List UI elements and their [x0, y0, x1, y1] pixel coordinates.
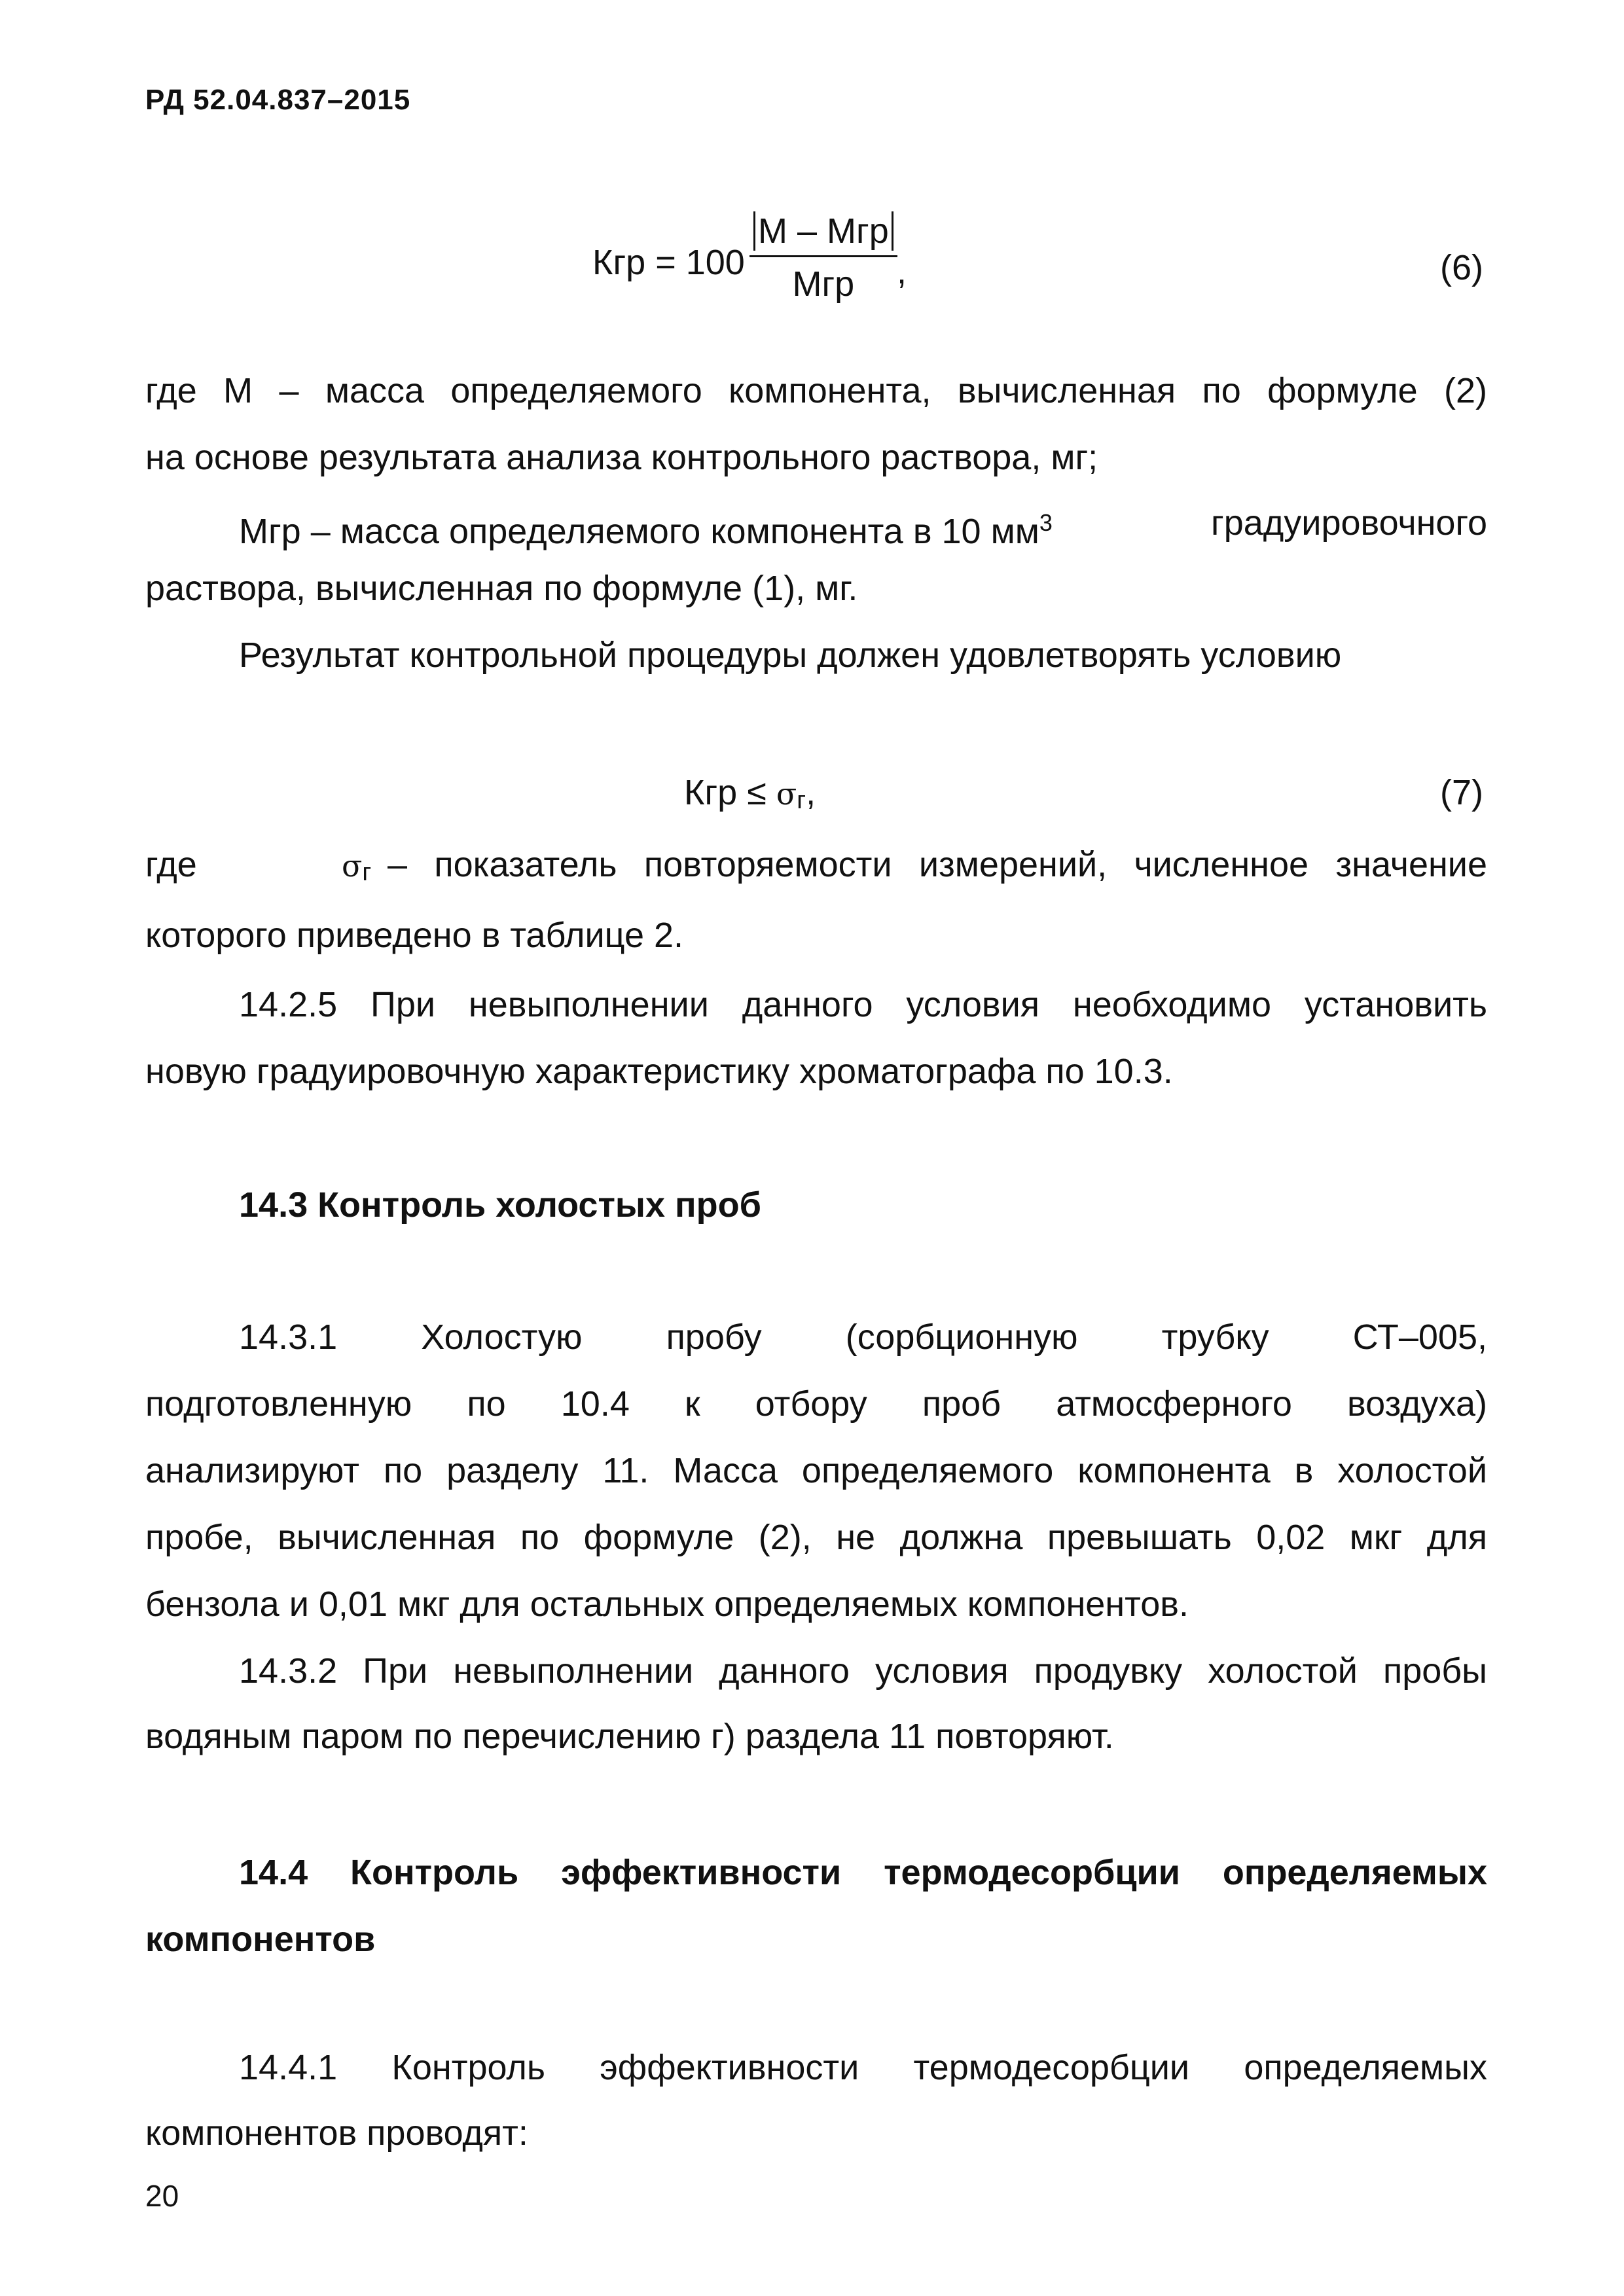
para-4-line-2: которого приведено в таблице 2.	[145, 916, 684, 955]
para-5-line-1: 14.2.5 При невыполнении данного условия необходимо установить	[239, 985, 1487, 1024]
para-6-line-2: подготовленную по 10.4 к отбору проб атмосферного воздуха)	[145, 1384, 1487, 1424]
formula-6-eq: = 100	[655, 243, 745, 282]
formula-6-fraction	[749, 211, 897, 304]
formula-7-comma: ,	[806, 773, 816, 812]
para-4-text-b: – показатель повторяемости измерений, численное значение	[388, 845, 1487, 884]
formula-6-numerator: М – Мгр	[753, 211, 893, 251]
para-2-text-a: Мгр – масса определяемого компонента в 10 мм	[239, 512, 1039, 551]
para-2-line-2: раствора, вычисленная по формуле (1), мг.	[145, 569, 858, 608]
para-4-line-1	[145, 847, 1487, 886]
para-3: Результат контрольной процедуры должен удовлетворять условию	[239, 636, 1342, 675]
sigma-subscript: г	[797, 787, 806, 814]
para-2-text-b: градуировочного	[1211, 503, 1487, 543]
section-heading-14-4-line-2: компонентов	[145, 1920, 376, 1959]
para-4-text-where: где	[145, 845, 197, 884]
para-7-line-2: водяным паром по перечислению г) раздела 11 повторяют.	[145, 1717, 1114, 1756]
formula-6-number: (6)	[1440, 248, 1483, 287]
para-8-line-1: 14.4.1 Контроль эффективности термодесорбции определяемых	[239, 2048, 1487, 2087]
formula-6-lhs: Кгр	[592, 243, 646, 282]
sigma-symbol: σ	[342, 848, 363, 884]
para-6-line-5: бензола и 0,01 мкг для остальных определяемых компонентов.	[145, 1585, 1189, 1624]
para-6-line-1: 14.3.1 Холостую пробу (сорбционную трубку СТ–005,	[239, 1318, 1487, 1357]
para-8-line-2: компонентов проводят:	[145, 2113, 528, 2153]
para-1-line-1: где М – масса определяемого компонента, вычисленная по формуле (2)	[145, 371, 1487, 410]
section-heading-14-3: 14.3 Контроль холостых проб	[239, 1185, 762, 1225]
superscript-3: 3	[1039, 509, 1053, 536]
document-code-header: РД 52.04.837–2015	[145, 84, 411, 116]
page-number: 20	[145, 2179, 179, 2213]
para-5-line-2: новую градуировочную характеристику хроматографа по 10.3.	[145, 1052, 1173, 1091]
formula-7-lhs: Кгр ≤	[684, 773, 767, 812]
section-heading-14-4-line-1: 14.4 Контроль эффективности термодесорбции определяемых	[239, 1853, 1487, 1892]
para-6-line-3: анализируют по разделу 11. Масса определяемого компонента в холостой	[145, 1451, 1487, 1490]
formula-7-number: (7)	[1440, 773, 1483, 812]
para-1-line-2: на основе результата анализа контрольного раствора, мг;	[145, 438, 1098, 477]
para-6-line-4: пробе, вычисленная по формуле (2), не должна превышать 0,02 мкг для	[145, 1518, 1487, 1557]
sigma-symbol: σ	[776, 776, 797, 812]
para-7-line-1: 14.3.2 При невыполнении данного условия продувку холостой пробы	[239, 1651, 1487, 1691]
sigma-subscript: г	[362, 859, 372, 886]
para-2-line-1	[239, 505, 1487, 549]
formula-6-denominator: Мгр	[792, 264, 855, 304]
formula-6-comma: ,	[897, 252, 907, 291]
